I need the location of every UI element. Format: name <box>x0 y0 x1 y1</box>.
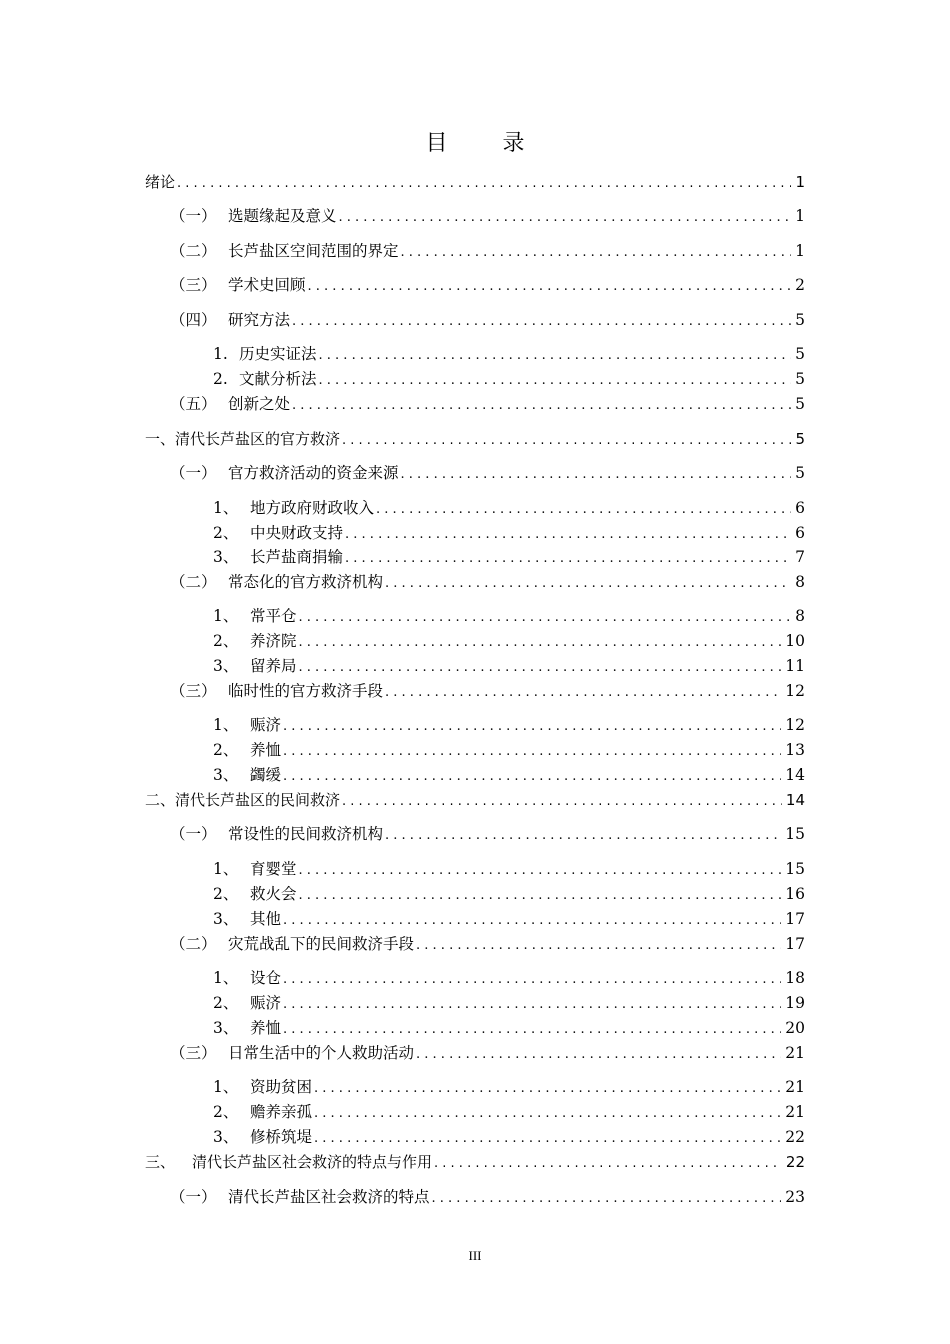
toc-entry-page: 5 <box>795 430 805 448</box>
dot-leader <box>299 658 782 678</box>
toc-entry-page: 22 <box>785 1153 805 1171</box>
toc-entry-number: 1、 <box>213 499 239 517</box>
toc-entry[interactable] <box>213 631 805 653</box>
dot-leader <box>434 1154 782 1174</box>
dot-leader <box>339 208 792 228</box>
toc-entry-title: 赈济 <box>250 994 282 1012</box>
toc-entry[interactable] <box>170 310 805 332</box>
toc-entry[interactable] <box>213 1077 805 1099</box>
toc-entry-number: 2、 <box>213 1103 239 1121</box>
dot-leader <box>283 742 781 762</box>
dot-leader <box>283 911 781 931</box>
toc-entry[interactable] <box>170 206 805 228</box>
toc-entry-title: 修桥筑堤 <box>250 1128 313 1146</box>
toc-entry-page: 8 <box>795 573 805 591</box>
toc-entry-page: 5 <box>795 395 805 413</box>
toc-entry-number: 1、 <box>213 860 239 878</box>
toc-entry-number: （一） <box>170 1188 217 1206</box>
toc-entry-number: 3、 <box>213 1019 239 1037</box>
toc-entry-title: 常平仓 <box>250 607 297 625</box>
toc-entry-title: 清代长芦盐区社会救济的特点 <box>228 1188 430 1206</box>
toc-entry[interactable] <box>213 740 805 762</box>
toc-entry-title: 救火会 <box>250 885 297 903</box>
toc-entry[interactable] <box>170 824 805 846</box>
toc-entry[interactable] <box>170 394 805 416</box>
toc-entry-number: 3、 <box>213 657 239 675</box>
toc-entry[interactable] <box>213 715 805 737</box>
toc-entry-number: （三） <box>170 1044 217 1062</box>
toc-entry-number: 2. <box>213 370 228 388</box>
toc-entry-page: 1 <box>795 173 805 191</box>
toc-entry[interactable] <box>170 463 805 485</box>
toc-entry-title: 灾荒战乱下的民间救济手段 <box>228 935 415 953</box>
dot-leader <box>385 683 781 703</box>
toc-entry[interactable] <box>213 1127 805 1149</box>
dot-leader <box>319 371 792 391</box>
toc-entry-number: 3、 <box>213 548 239 566</box>
toc-entry-number: 2、 <box>213 632 239 650</box>
toc-entry-title: 日常生活中的个人救助活动 <box>228 1044 415 1062</box>
toc-entry-page: 11 <box>785 657 805 675</box>
toc-entry-number: 三、 <box>145 1153 176 1171</box>
toc-entry-page: 6 <box>795 524 805 542</box>
toc-entry-title: 设仓 <box>250 969 282 987</box>
toc-entry-title: 留养局 <box>250 657 297 675</box>
page-title: 目 录 <box>425 131 549 156</box>
toc-entry-page: 22 <box>785 1128 805 1146</box>
toc-entry[interactable] <box>170 275 805 297</box>
dot-leader <box>376 500 791 520</box>
dot-leader <box>401 465 792 485</box>
toc-entry-page: 21 <box>785 1044 805 1062</box>
toc-entry-number: （五） <box>170 395 217 413</box>
toc-entry[interactable] <box>213 369 805 391</box>
dot-leader <box>319 346 792 366</box>
toc-entry-title: 选题缘起及意义 <box>228 207 337 225</box>
toc-entry[interactable] <box>145 790 805 812</box>
toc-entry-page: 2 <box>795 276 805 294</box>
toc-entry[interactable] <box>170 681 805 703</box>
dot-leader <box>292 312 791 332</box>
toc-entry-title: 研究方法 <box>228 311 291 329</box>
toc-entry-title: 蠲缓 <box>250 766 282 784</box>
toc-entry-page: 6 <box>795 499 805 517</box>
dot-leader <box>345 525 791 545</box>
toc-entry-page: 5 <box>795 345 805 363</box>
dot-leader <box>292 396 791 416</box>
toc-entry-page: 14 <box>785 766 805 784</box>
dot-leader <box>342 431 791 451</box>
toc-entry[interactable] <box>170 572 805 594</box>
toc-entry[interactable] <box>213 968 805 990</box>
toc-entry[interactable] <box>170 1187 805 1209</box>
toc-entry-page: 5 <box>795 464 805 482</box>
toc-entry-title: 养济院 <box>250 632 297 650</box>
toc-entry-number: （二） <box>170 242 217 260</box>
toc-entry-number: 2、 <box>213 524 239 542</box>
toc-entry-title: 临时性的官方救济手段 <box>228 682 384 700</box>
toc-entry-title: 官方救济活动的资金来源 <box>228 464 399 482</box>
dot-leader <box>299 886 782 906</box>
dot-leader <box>283 1020 781 1040</box>
toc-entry-number: （二） <box>170 935 217 953</box>
toc-entry-page: 19 <box>785 994 805 1012</box>
dot-leader <box>432 1189 782 1209</box>
toc-entry-number: 2、 <box>213 741 239 759</box>
toc-entry-number: （三） <box>170 276 217 294</box>
dot-leader <box>385 574 791 594</box>
dot-leader <box>345 549 791 569</box>
toc-entry-number: 2、 <box>213 885 239 903</box>
toc-entry[interactable] <box>213 606 805 628</box>
toc-entry[interactable] <box>145 429 805 451</box>
toc-entry[interactable] <box>213 909 805 931</box>
toc-entry-page: 17 <box>785 935 805 953</box>
toc-entry-title: 育婴堂 <box>250 860 297 878</box>
toc-entry-number: 1、 <box>213 607 239 625</box>
toc-entry-number: 3、 <box>213 910 239 928</box>
dot-leader <box>299 861 782 881</box>
toc-entry-title: 地方政府财政收入 <box>250 499 375 517</box>
toc-entry-page: 5 <box>795 370 805 388</box>
toc-entry[interactable] <box>145 172 805 194</box>
toc-entry-page: 23 <box>785 1188 805 1206</box>
toc-entry-title: 常设性的民间救济机构 <box>228 825 384 843</box>
toc-entry-page: 15 <box>785 860 805 878</box>
toc-entry-page: 14 <box>785 791 805 809</box>
toc-entry-page: 21 <box>785 1103 805 1121</box>
dot-leader <box>314 1129 781 1149</box>
toc-entry-number: 1、 <box>213 969 239 987</box>
toc-entry-title: 其他 <box>250 910 282 928</box>
toc-entry[interactable] <box>170 241 805 263</box>
toc-entry[interactable] <box>170 934 805 956</box>
toc-entry-title: 一、清代长芦盐区的官方救济 <box>145 430 341 448</box>
toc-entry-number: （三） <box>170 682 217 700</box>
toc-entry-page: 16 <box>785 885 805 903</box>
toc-entry[interactable] <box>213 1102 805 1124</box>
toc-entry[interactable] <box>145 1152 805 1174</box>
dot-leader <box>299 608 792 628</box>
toc-entry-page: 1 <box>795 242 805 260</box>
toc-entry-page: 18 <box>785 969 805 987</box>
toc-entry[interactable] <box>213 498 805 520</box>
toc-entry-title: 历史实证法 <box>239 345 317 363</box>
page-number: III <box>468 1248 482 1263</box>
toc-entry-page: 17 <box>785 910 805 928</box>
toc-entry-number: （一） <box>170 825 217 843</box>
dot-leader <box>283 995 781 1015</box>
toc-entry-page: 1 <box>795 207 805 225</box>
toc-entry-title: 清代长芦盐区社会救济的特点与作用 <box>192 1153 433 1171</box>
toc-entry[interactable] <box>213 765 805 787</box>
toc-entry[interactable] <box>213 859 805 881</box>
toc-entry-title: 文献分析法 <box>239 370 317 388</box>
dot-leader <box>177 174 791 194</box>
toc-entry-title: 绪论 <box>145 173 176 191</box>
toc-entry-page: 12 <box>785 716 805 734</box>
toc-entry-number: （一） <box>170 464 217 482</box>
toc-entry[interactable] <box>213 884 805 906</box>
toc-entry[interactable] <box>213 1018 805 1040</box>
toc-entry-title: 资助贫困 <box>250 1078 313 1096</box>
toc-entry[interactable] <box>213 656 805 678</box>
toc-entry-page: 7 <box>795 548 805 566</box>
dot-leader <box>416 936 781 956</box>
toc-entry[interactable] <box>213 344 805 366</box>
toc-entry-title: 养恤 <box>250 1019 282 1037</box>
toc-entry-number: （一） <box>170 207 217 225</box>
toc-entry[interactable] <box>170 1043 805 1065</box>
dot-leader <box>416 1045 781 1065</box>
dot-leader <box>401 243 792 263</box>
toc-entry-page: 5 <box>795 311 805 329</box>
toc-entry-number: 2、 <box>213 994 239 1012</box>
toc-entry-page: 15 <box>785 825 805 843</box>
toc-entry-number: （四） <box>170 311 217 329</box>
toc-entry-title: 赈济 <box>250 716 282 734</box>
toc-entry[interactable] <box>213 523 805 545</box>
dot-leader <box>314 1104 781 1124</box>
dot-leader <box>385 826 781 846</box>
toc-entry-title: 二、清代长芦盐区的民间救济 <box>145 791 341 809</box>
toc-entry-title: 常态化的官方救济机构 <box>228 573 384 591</box>
toc-entry-title: 中央财政支持 <box>250 524 344 542</box>
toc-entry-title: 创新之处 <box>228 395 291 413</box>
toc-entry-page: 12 <box>785 682 805 700</box>
dot-leader <box>283 717 781 737</box>
toc-entry-page: 8 <box>795 607 805 625</box>
toc-entry-page: 20 <box>785 1019 805 1037</box>
toc-entry-number: 3、 <box>213 1128 239 1146</box>
toc-entry-page: 21 <box>785 1078 805 1096</box>
dot-leader <box>342 792 782 812</box>
toc-entry-title: 赡养亲孤 <box>250 1103 313 1121</box>
toc-entry-number: 3、 <box>213 766 239 784</box>
dot-leader <box>314 1079 781 1099</box>
toc-entry-title: 长芦盐商捐输 <box>250 548 344 566</box>
dot-leader <box>283 970 781 990</box>
dot-leader <box>283 767 781 787</box>
toc-entry-number: 1. <box>213 345 228 363</box>
toc-entry-number: （二） <box>170 573 217 591</box>
toc-entry[interactable] <box>213 547 805 569</box>
toc-entry-page: 13 <box>785 741 805 759</box>
toc-entry-page: 10 <box>785 632 805 650</box>
toc-entry-title: 养恤 <box>250 741 282 759</box>
dot-leader <box>299 633 782 653</box>
toc-entry-number: 1、 <box>213 1078 239 1096</box>
dot-leader <box>308 277 792 297</box>
toc-entry[interactable] <box>213 993 805 1015</box>
toc-entry-title: 学术史回顾 <box>228 276 306 294</box>
toc-entry-title: 长芦盐区空间范围的界定 <box>228 242 399 260</box>
toc-entry-number: 1、 <box>213 716 239 734</box>
